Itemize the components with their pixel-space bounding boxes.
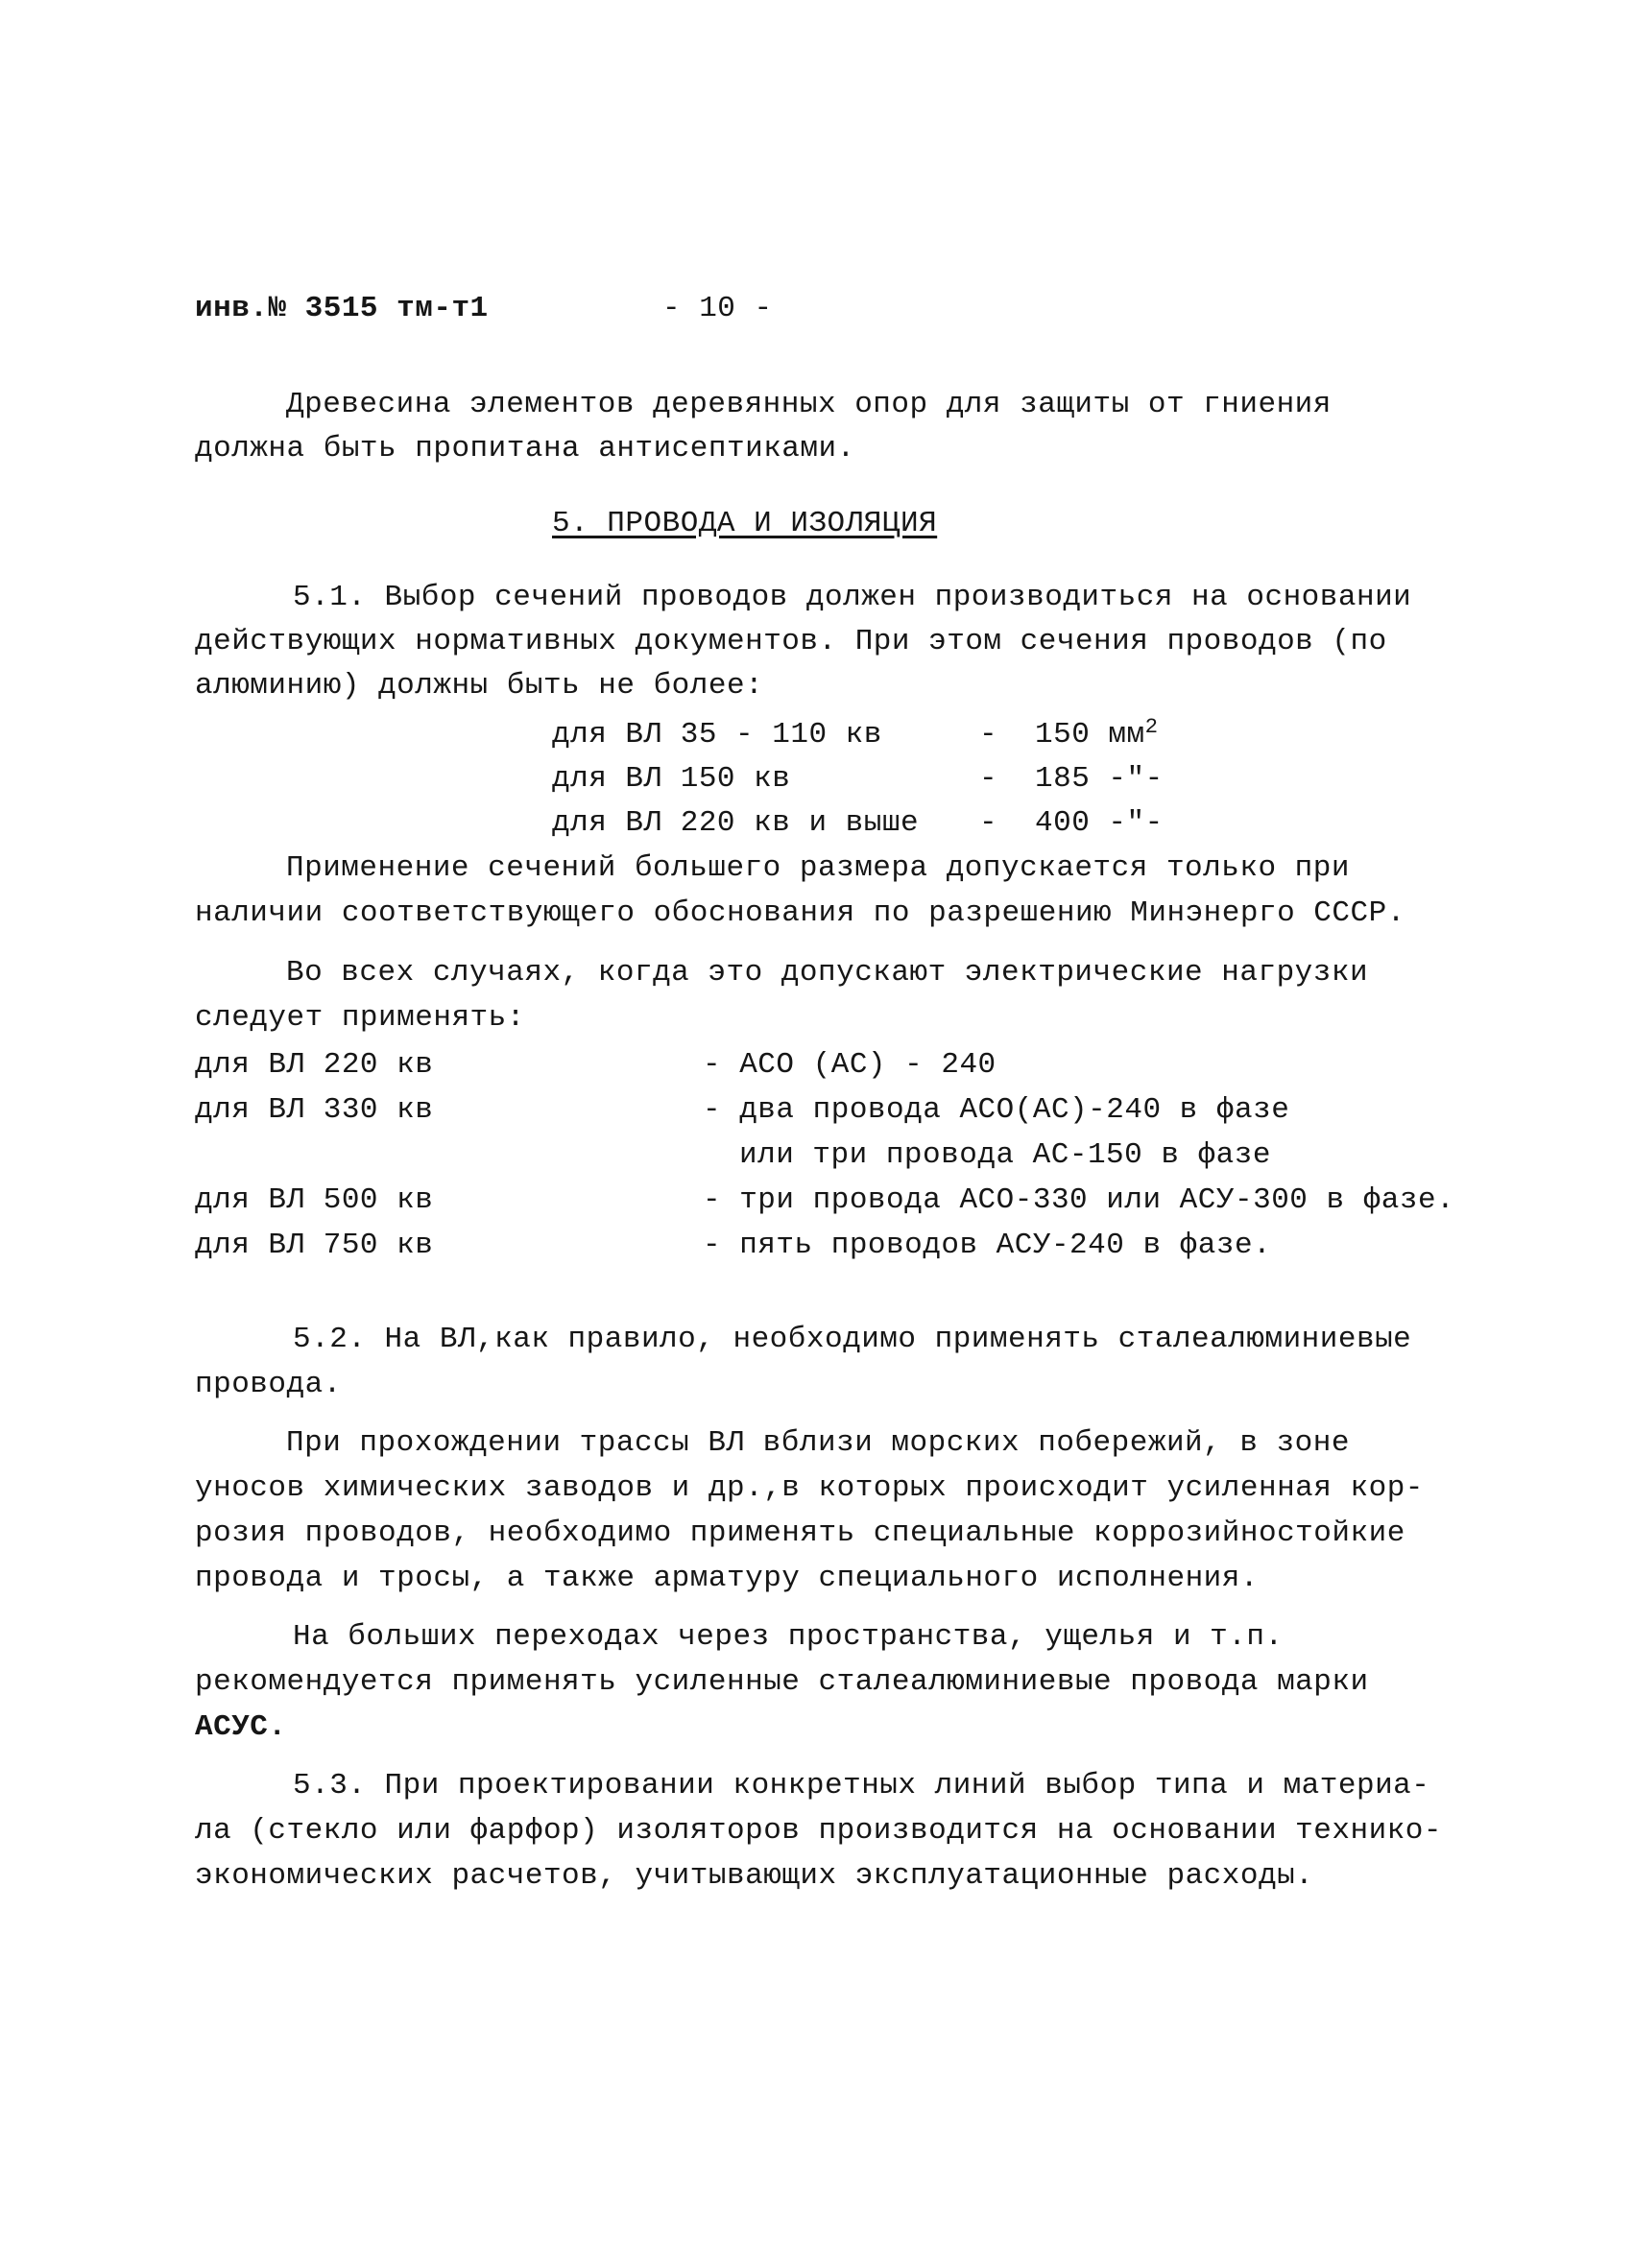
limit-row-2-line: для ВЛ 150 кв <box>552 762 791 796</box>
intro-line-2: должна быть пропитана антисептиками. <box>195 432 855 466</box>
limit-row-1-value: 150 $мм^2$ <box>1035 713 1159 752</box>
p51-line-1: 5.1. Выбор сечений проводов должен производиться на основании <box>293 581 1412 614</box>
p52c-line-1: На больших переходах через пространства, ущелья и т.п. <box>293 1620 1284 1654</box>
p52b-line-4: провода и тросы, а также арматуру специального исполнения. <box>195 1562 1259 1595</box>
p53-line-1: 5.3. При проектировании конкретных линий выбор типа и материа- <box>293 1769 1430 1802</box>
p52-line-1: 5.2. На ВЛ,как правило, необходимо применять сталеалюминиевые <box>293 1323 1412 1356</box>
rec-row-1-line: для ВЛ 220 кв <box>195 1048 434 1082</box>
limit-row-3-dash: - <box>979 806 998 840</box>
limit-row-1-dash: - <box>979 718 998 752</box>
p53-line-2: ла (стекло или фарфор) изоляторов производится на основании технико- <box>195 1814 1443 1848</box>
rec-row-5-line: для ВЛ 750 кв <box>195 1229 434 1262</box>
rec-row-2-spec: - два провода АСО(АС)-240 в фазе <box>703 1093 1290 1127</box>
rec-row-2-line: для ВЛ 330 кв <box>195 1093 434 1127</box>
document-number: инв.№ 3515 тм-т1 <box>195 292 489 325</box>
p52c-line-2: рекомендуется применять усиленные сталеалюминиевые провода марки <box>195 1665 1369 1699</box>
p51c-line-2: следует применять: <box>195 1001 525 1035</box>
intro-line-1: Древесина элементов деревянных опор для защиты от гниения <box>286 388 1332 421</box>
p52b-line-3: розия проводов, необходимо применять специальные коррозийностойкие <box>195 1516 1405 1550</box>
p52c-line-3: АСУС. <box>195 1710 287 1744</box>
section-title: 5. ПРОВОДА И ИЗОЛЯЦИЯ <box>552 507 938 540</box>
rec-row-3-spec: или три провода АС-150 в фазе <box>739 1138 1271 1172</box>
p52-line-2: провода. <box>195 1368 342 1401</box>
superscript-2: 2 <box>1144 713 1159 739</box>
limit-row-2-dash: - <box>979 762 998 796</box>
p52b-line-2: уносов химических заводов и др.,в которых происходит усиленная кор- <box>195 1471 1424 1505</box>
rec-row-1-spec: - АСО (АС) - 240 <box>703 1048 997 1082</box>
limit-row-3-line: для ВЛ 220 кв и выше <box>552 806 920 840</box>
page-number: - 10 - <box>662 292 773 325</box>
p52b-line-1: При прохождении трассы ВЛ вблизи морских побережий, в зоне <box>286 1426 1350 1460</box>
p51c-line-1: Во всех случаях, когда это допускают электрические нагрузки <box>286 956 1369 990</box>
rec-row-4-line: для ВЛ 500 кв <box>195 1183 434 1217</box>
rec-row-5-spec: - пять проводов АСУ-240 в фазе. <box>703 1229 1272 1262</box>
p51-line-3: алюминию) должны быть не более: <box>195 669 764 703</box>
rec-row-4-spec: - три провода АСО-330 или АСУ-300 в фазе. <box>703 1183 1455 1217</box>
limit-row-3-value: 400 -"- <box>1035 806 1164 840</box>
p51-line-2: действующих нормативных документов. При этом сечения проводов (по <box>195 625 1387 658</box>
p53-line-3: экономических расчетов, учитывающих эксплуатационные расходы. <box>195 1859 1314 1893</box>
limit-row-1-line: для ВЛ 35 - 110 кв <box>552 718 882 752</box>
limit-row-2-value: 185 -"- <box>1035 762 1164 796</box>
p51b-line-2: наличии соответствующего обоснования по разрешению Минэнерго СССР. <box>195 896 1405 930</box>
p51b-line-1: Применение сечений большего размера допускается только при <box>286 851 1350 885</box>
